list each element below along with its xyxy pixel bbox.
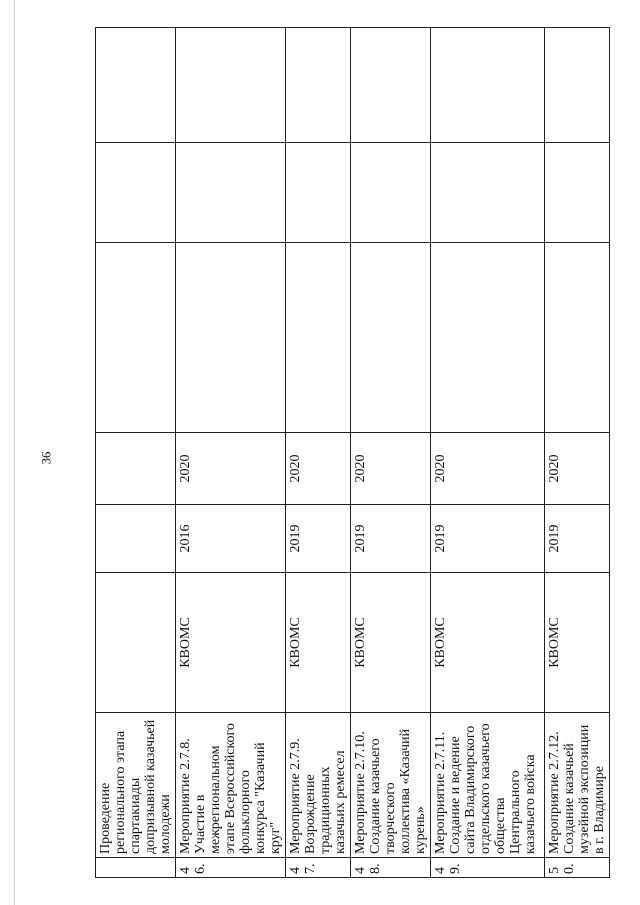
activity-name: Мероприятие 2.7.12. Создание казачьей музейной экспозиции в г. Владимире: [545, 713, 610, 858]
row-number: 48.: [351, 858, 431, 878]
empty-cell: [286, 243, 351, 433]
start-year-cell: 2019: [351, 505, 431, 573]
activity-name: Мероприятие 2.7.10. Создание казачьего творческого коллектива «Казачий курень»: [351, 713, 431, 858]
row-number: 47.: [286, 858, 351, 878]
executor-cell: КВОМС: [286, 573, 351, 713]
activity-name: Мероприятие 2.7.11. Создание и ведение сайта Владимирского отдельского казачьего общества Центрального казачьего войска: [431, 713, 545, 858]
empty-cell: [431, 143, 545, 243]
row-number: 46.: [176, 858, 286, 878]
executor-cell: [96, 573, 176, 713]
end-year-cell: [96, 433, 176, 505]
table-row: [545, 28, 610, 878]
start-year-cell: 2016: [176, 505, 286, 573]
empty-cell: [431, 28, 545, 143]
executor-cell: КВОМС: [351, 573, 431, 713]
end-year-cell: 2020: [545, 433, 610, 505]
table-row: [176, 28, 286, 878]
end-year-cell: 2020: [351, 433, 431, 505]
row-number: 50.: [545, 858, 610, 878]
empty-cell: [351, 143, 431, 243]
rotated-table-page: [95, 28, 607, 878]
end-year-cell: 2020: [431, 433, 545, 505]
page-edge-line: [14, 0, 15, 905]
empty-cell: [96, 243, 176, 433]
empty-cell: [351, 28, 431, 143]
empty-cell: [545, 143, 610, 243]
start-year-cell: 2019: [431, 505, 545, 573]
empty-cell: [96, 28, 176, 143]
end-year-cell: 2020: [286, 433, 351, 505]
empty-cell: [351, 243, 431, 433]
empty-cell: [96, 143, 176, 243]
empty-cell: [286, 143, 351, 243]
empty-cell: [545, 243, 610, 433]
executor-cell: КВОМС: [176, 573, 286, 713]
start-year-cell: 2019: [286, 505, 351, 573]
executor-cell: КВОМС: [545, 573, 610, 713]
table-row: [286, 28, 351, 878]
table-row: [96, 28, 176, 878]
start-year-cell: 2019: [545, 505, 610, 573]
row-number: [96, 858, 176, 878]
empty-cell: [176, 143, 286, 243]
empty-cell: [176, 243, 286, 433]
activities-table: [95, 27, 610, 878]
table-row: [431, 28, 545, 878]
table-row: [351, 28, 431, 878]
start-year-cell: [96, 505, 176, 573]
empty-cell: [286, 28, 351, 143]
executor-cell: КВОМС: [431, 573, 545, 713]
activity-name: Мероприятие 2.7.9. Возрождение традиционных казачьих ремесел: [286, 713, 351, 858]
row-number: 49.: [431, 858, 545, 878]
empty-cell: [545, 28, 610, 143]
empty-cell: [176, 28, 286, 143]
page-number: 36: [38, 451, 54, 465]
activity-name: Мероприятие 2.7.8. Участие в межрегиональном этапе Всероссийского фольклорного конкурса "Казачий круг": [176, 713, 286, 858]
end-year-cell: 2020: [176, 433, 286, 505]
empty-cell: [431, 243, 545, 433]
activity-name: Проведение регионального этапа спартакиады допризывной казачьей молодежи: [96, 713, 176, 858]
